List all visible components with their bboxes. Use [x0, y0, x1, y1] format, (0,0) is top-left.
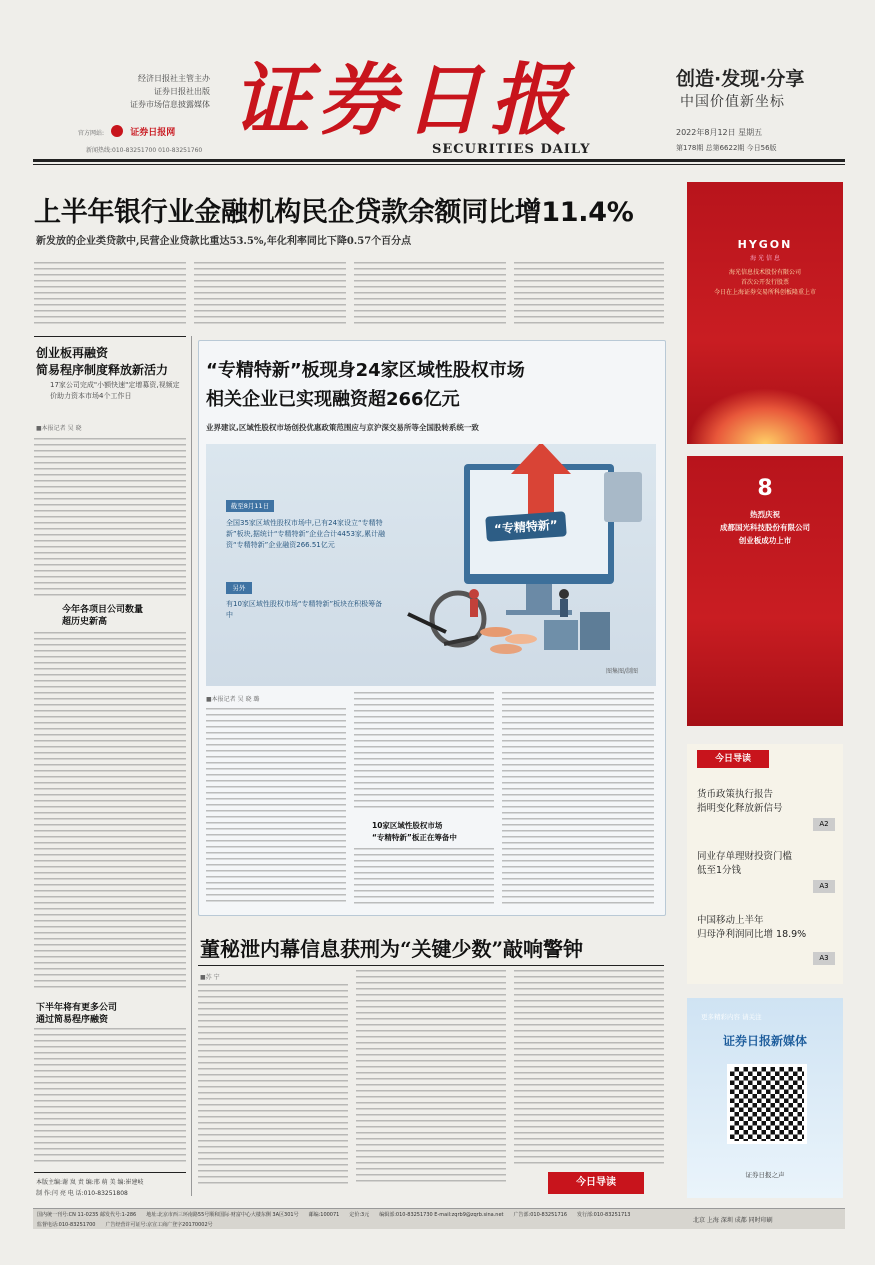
feature-byline: ■本报记者 吴 晓 璐 — [206, 696, 260, 703]
coin-icon — [490, 644, 522, 654]
editor-rule — [34, 1172, 186, 1173]
bottom-today-tag[interactable]: 今日导读 — [548, 1172, 644, 1194]
img-credit: 图集图/制图 — [606, 668, 639, 675]
official-site-logo-icon — [111, 125, 123, 137]
footer-cell: 地址:北京市西三环南路55号顺和国际·财富中心大楼东侧 3A区301号 — [146, 1212, 299, 1218]
ad1-line: 海光信息技术股份有限公司 — [728, 269, 801, 276]
editor-line: 制 作:闫 亮 电 话:010-83251808 — [36, 1190, 128, 1197]
left-section3-title[interactable]: 下半年将有更多公司 — [36, 1003, 118, 1013]
news-item-2[interactable]: 同业存单理财投资门槛 低至1分钱 — [697, 851, 793, 876]
news-item-1[interactable]: 货币政策执行报告 指明变化释放新信号 — [697, 789, 783, 814]
ad1-lines — [687, 268, 843, 298]
left-body-1 — [34, 438, 186, 596]
news-item-3[interactable]: 中国移动上半年 归母净利润同比增 18.9% — [697, 915, 807, 940]
today-guide — [687, 744, 843, 984]
feature-title2[interactable]: 相关企业已实现融资超266亿元 — [206, 389, 460, 410]
official-site-label: 官方网站: — [78, 130, 105, 137]
masthead-rule-thin — [33, 164, 845, 165]
masthead-logo: 证券日报 — [232, 55, 577, 146]
left-section1-title[interactable]: 创业板再融资 — [36, 346, 109, 360]
official-site[interactable] — [78, 120, 213, 139]
coin-icon — [480, 627, 512, 637]
ad1-logo-sub: 海 光 信 息 — [750, 255, 780, 262]
official-site-logo: 证券日报网 — [130, 128, 176, 138]
editor-line: 本版主编:谢 岚 责 编:邢 萌 美 编:崔建岐 — [36, 1179, 144, 1186]
illustration-svg — [206, 444, 656, 686]
left-section3-title2[interactable]: 通过简易程序融资 — [36, 1015, 109, 1025]
info-text2: 有10家区域性股权市场“专精特新”板块在积极筹备中 — [226, 600, 383, 619]
second-story-byline: ■苏 宁 — [200, 974, 220, 981]
masthead-info — [100, 72, 210, 111]
footer-cell: 国内统一刊号:CN 11-0235 邮发代号:1-286 — [37, 1212, 137, 1218]
headline-body-col1 — [34, 262, 186, 328]
second-body-col2 — [356, 970, 506, 1184]
person-body — [560, 599, 568, 617]
ad2-line: 创业板成功上市 — [738, 536, 792, 545]
qr-caption: 证券日报之声 — [745, 1171, 785, 1179]
feature-body-col1 — [206, 708, 346, 904]
footer-cell: 邮编:100071 — [308, 1212, 340, 1218]
monitor-stand — [526, 584, 552, 612]
left-byline: ■本报记者 吴 晓 — [36, 425, 82, 432]
feature-body-col2b — [354, 848, 494, 904]
ad2-lines — [687, 508, 843, 547]
editor-box — [36, 1177, 144, 1199]
footer-cells — [37, 1211, 637, 1229]
info-tag2: 另外 — [226, 582, 252, 594]
box-icon — [580, 612, 610, 650]
news-page-3: A3 — [813, 952, 835, 965]
ad2-top: 8 — [757, 476, 773, 501]
pencil-icon — [408, 614, 446, 632]
footer-cell: 监督电话:010-83251700 — [37, 1222, 96, 1228]
footer — [33, 1208, 845, 1229]
masthead-line: 证券市场信息披露媒体 — [130, 100, 210, 109]
news-page-1: A2 — [813, 818, 835, 831]
left-col-rule — [34, 336, 186, 337]
left-section1-sub: 17家公司完成"小额快速"定增募资,视频定价助力资本市场4个工作日 — [50, 381, 180, 400]
info-tag1: 截至8月11日 — [226, 500, 274, 512]
masthead-logo-en: SECURITIES DAILY — [432, 142, 591, 157]
left-body-2 — [34, 632, 186, 992]
feature-illustration — [206, 444, 656, 686]
issue-date: 2022年8月12日 星期五 — [676, 128, 763, 137]
left-body-3 — [34, 1028, 186, 1166]
second-body-col3 — [514, 970, 664, 1166]
calculator-icon — [604, 472, 642, 522]
footer-cell: 定价:3元 — [349, 1212, 370, 1218]
footer-cell: 广告部:010-83251716 — [513, 1212, 567, 1218]
footer-cell: 编辑部:010-83251730 E-mail:zqrb9@zqrb.sina.net — [379, 1212, 504, 1218]
media-title: 证券日报新媒体 — [722, 1034, 807, 1048]
masthead-line: 经济日报社主管主办 — [138, 74, 210, 83]
second-story-title[interactable]: 董秘泄内幕信息获刑为“关键少数”敲响警钟 — [200, 937, 584, 961]
second-body-col1 — [198, 984, 348, 1184]
person-body — [470, 599, 478, 617]
footer-cell: 发行部:010-83251713 — [577, 1212, 631, 1218]
headline-subtitle: 新发放的企业类贷款中,民营企业贷款比重达53.5%,年化利率同比下降0.57个百分点 — [36, 236, 412, 247]
media-tag: 更多精彩内容 请关注 — [701, 1013, 762, 1021]
ad2-line: 成都国光科技股份有限公司 — [720, 523, 810, 532]
feature-inner-heading2: “专精特新”板正在筹备中 — [372, 833, 457, 842]
left-section1-title2[interactable]: 简易程序制度释放新活力 — [36, 363, 169, 377]
headline-title[interactable]: 上半年银行业金融机构民企贷款余额同比增11.4% — [34, 197, 634, 228]
feature-body-col3 — [502, 692, 654, 904]
new-media-box[interactable] — [687, 998, 843, 1198]
ad1-logo: HYGON — [737, 238, 793, 251]
left-section2-title[interactable]: 今年各项目公司数量 — [62, 605, 144, 615]
feature-body-col2a — [354, 692, 494, 812]
person-icon — [559, 589, 569, 599]
headline-body-col4 — [514, 262, 664, 328]
qr-code-icon[interactable] — [727, 1064, 807, 1144]
footer-cell: 广告经营许可证号:京宣工商广登字20170002号 — [105, 1222, 213, 1228]
ad1-glow — [687, 388, 843, 444]
footer-right: 北京 上海 深圳 成都 同时印刷 — [693, 1217, 773, 1224]
person-icon — [469, 589, 479, 599]
issue-number: 第178期 总第6622期 今日56版 — [676, 144, 777, 152]
masthead-rule — [33, 159, 845, 162]
slogan-sub: 中国价值新坐标 — [680, 94, 785, 110]
ad-guoguang[interactable] — [687, 456, 843, 726]
info-text1: 全国35家区域性股权市场中,已有24家设立“专精特新”板块,据统计“专精特新”企业合计4453家,累计融资“专精特新”企业融资266.51亿元 — [226, 519, 386, 549]
masthead-line: 证券日报社出版 — [154, 87, 210, 96]
today-tag: 今日导读 — [697, 750, 769, 768]
ad1-line: 今日在上海证券交易所科创板隆重上市 — [713, 289, 816, 296]
screen-label: “专精特新” — [485, 511, 566, 542]
news-page-2: A3 — [813, 880, 835, 893]
slogan: 创造·发现·分享 — [676, 68, 805, 90]
column-divider — [191, 336, 192, 1196]
headline-body-col3 — [354, 262, 506, 328]
feature-inner-heading1: 10家区域性股权市场 — [372, 821, 443, 830]
ad2-line: 热烈庆祝 — [750, 510, 780, 519]
left-section2-title2[interactable]: 超历史新高 — [62, 617, 108, 627]
coin-icon — [505, 634, 537, 644]
feature-title1[interactable]: “专精特新”板现身24家区域性股权市场 — [206, 360, 525, 381]
feature-subtitle: 业界建议,区域性股权市场创投优惠政策范围应与京沪深交易所等全国股转系统一致 — [206, 423, 479, 432]
ad-hygon[interactable] — [687, 182, 843, 444]
hotline: 新闻热线:010-83251700 010-83251760 — [86, 147, 203, 154]
second-story-rule — [198, 965, 664, 966]
ad1-line: 首次公开发行股票 — [740, 279, 789, 286]
headline-body-col2 — [194, 262, 346, 328]
box-icon — [544, 620, 578, 650]
